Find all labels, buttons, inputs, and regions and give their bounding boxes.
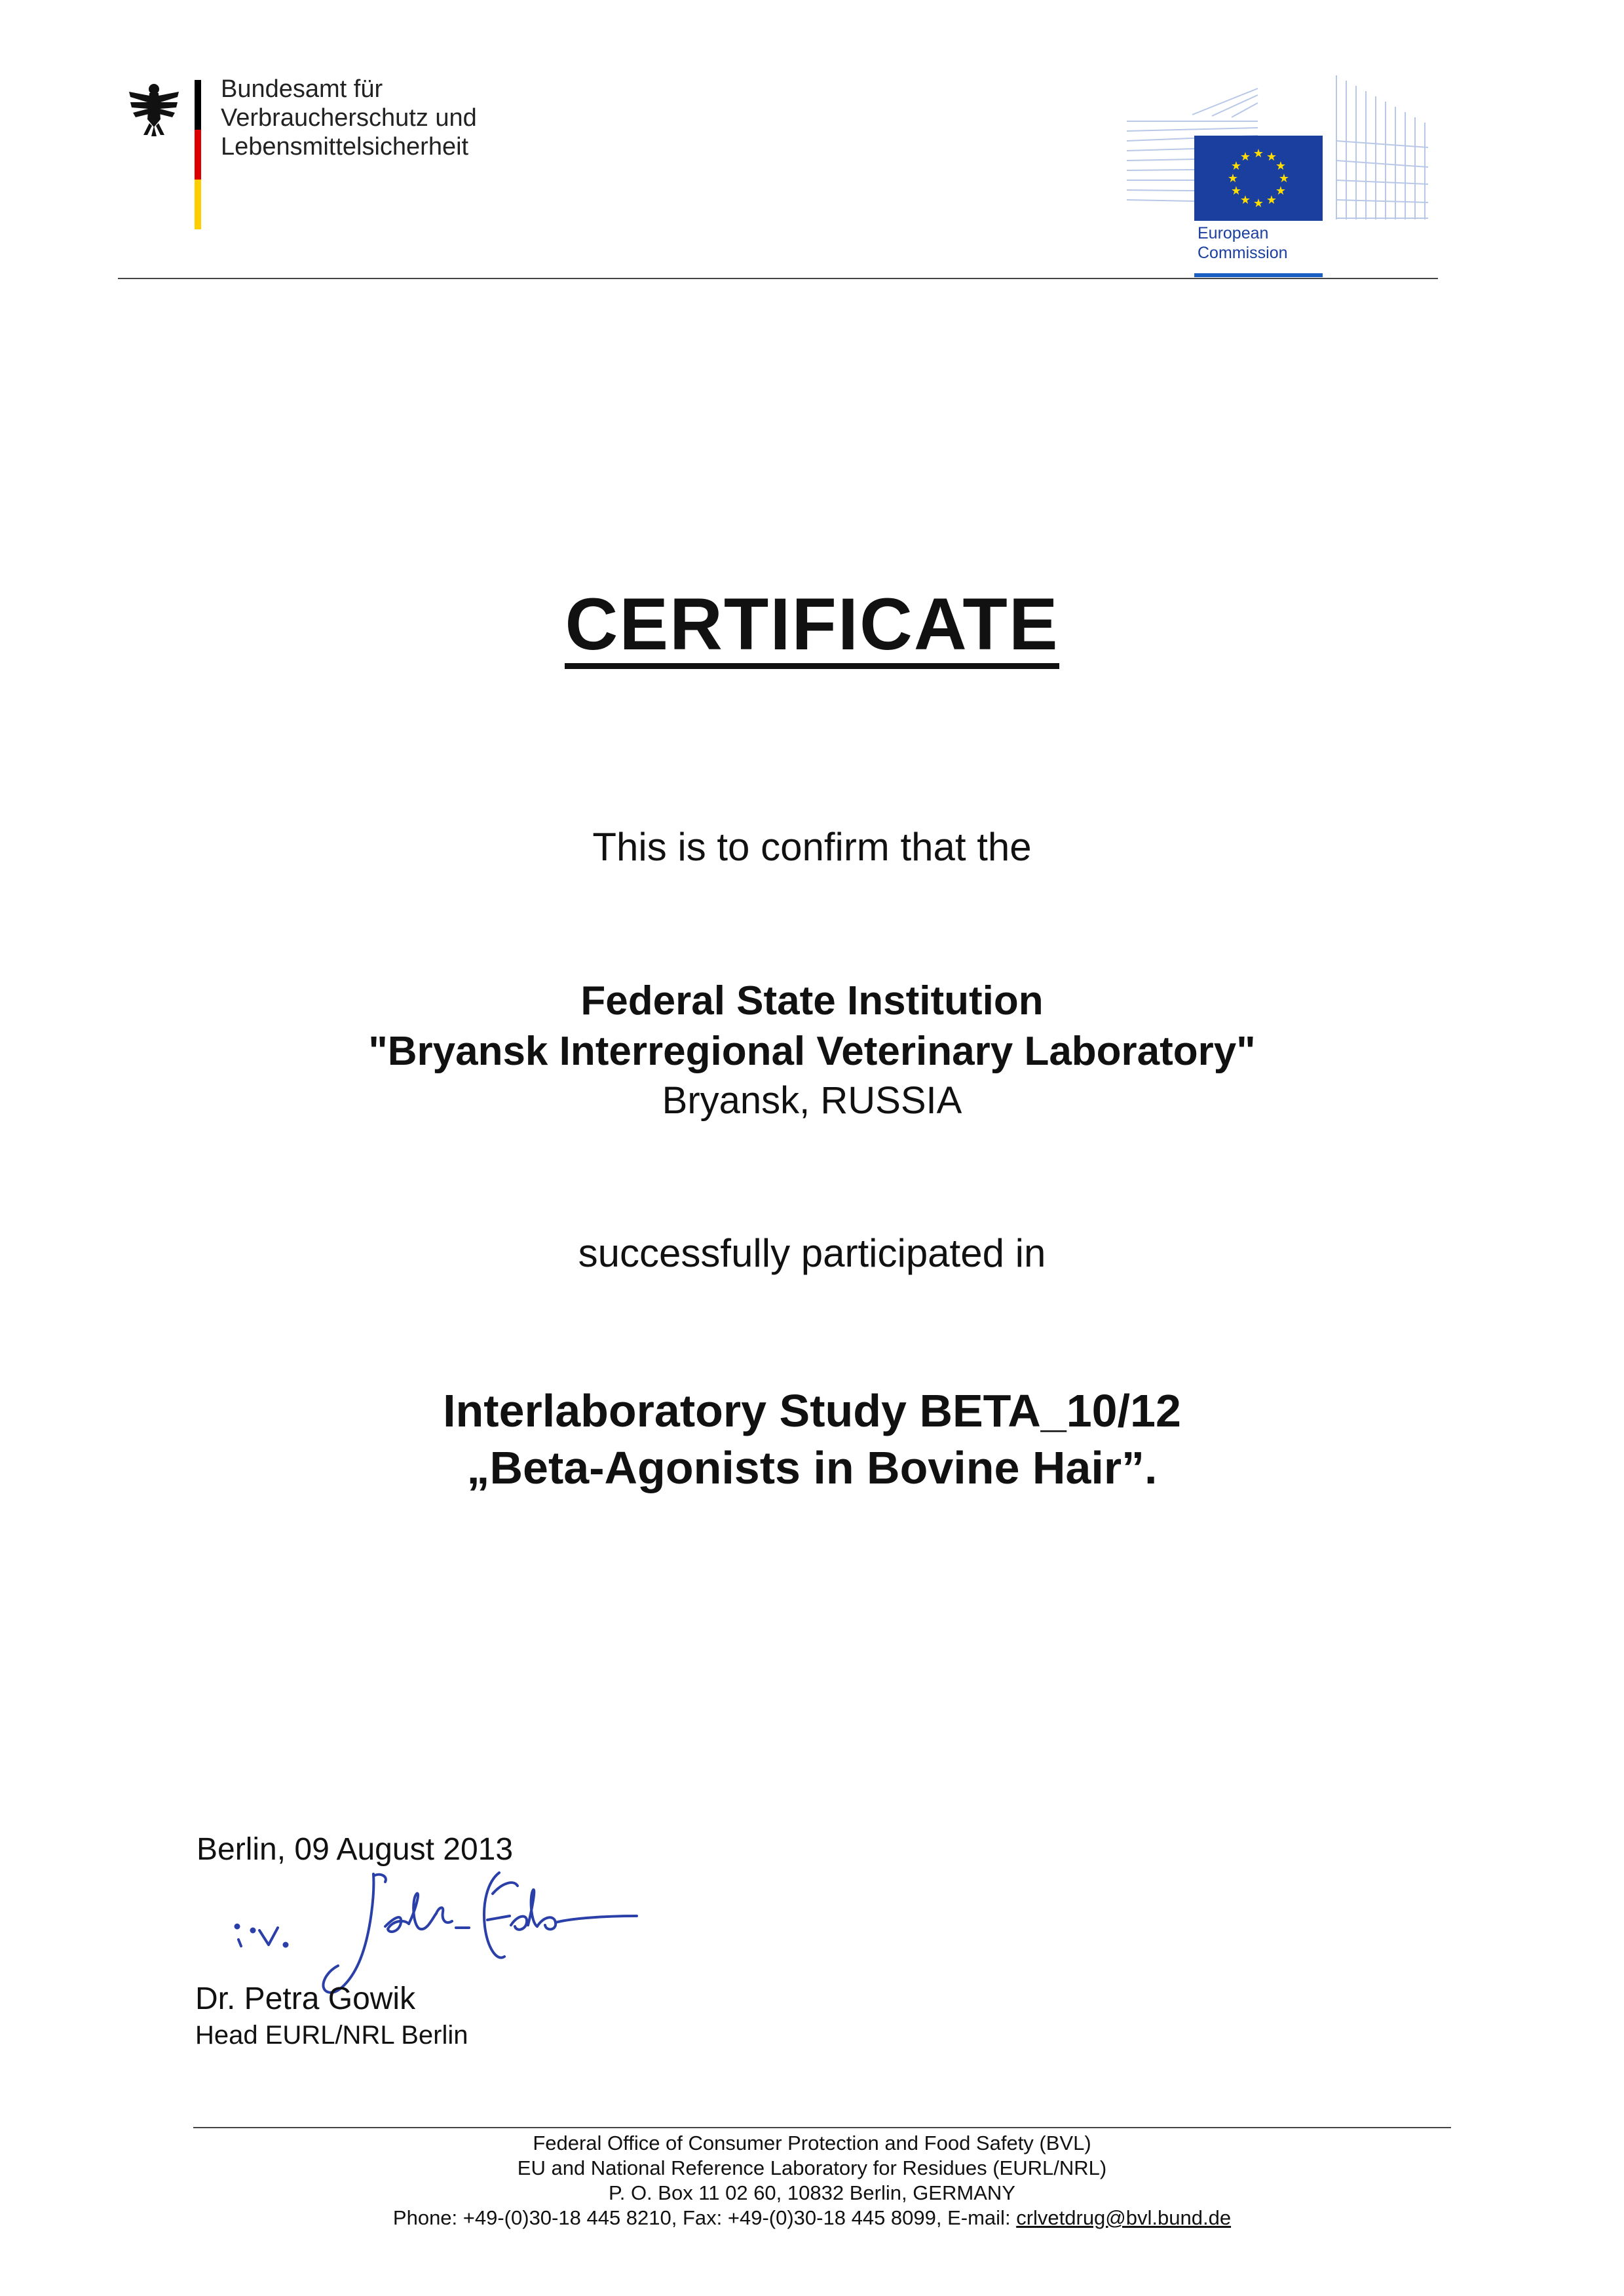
ec-name-line: Commission [1198,244,1288,262]
ec-name [1198,223,1288,263]
svg-text:★: ★ [1227,172,1239,185]
ec-name-line: European [1198,224,1269,242]
svg-text:★: ★ [1278,172,1290,185]
place-date: Berlin, 09 August 2013 [197,1832,514,1867]
study-name: Interlaboratory Study BETA_10/12 [443,1385,1181,1436]
certificate-title-text: CERTIFICATE [565,586,1059,669]
ec-underline [1194,273,1323,277]
svg-text:★: ★ [1266,150,1277,164]
svg-text:★: ★ [1230,159,1242,173]
svg-text:★: ★ [1253,197,1264,210]
bvl-logo [121,72,514,229]
federal-eagle-icon [128,80,180,139]
svg-text:★: ★ [1253,147,1264,161]
footer-org: Federal Office of Consumer Protection and Food Safety (BVL) [533,2132,1091,2154]
footer-divider [193,2127,1451,2128]
signer-name: Dr. Petra Gowik [195,1981,416,2016]
bvl-name [221,75,477,161]
participated-text: successfully participated in [578,1231,1046,1275]
study-topic: „Beta-Agonists in Bovine Hair”. [466,1442,1158,1493]
confirm-text: This is to confirm that the [592,825,1032,869]
institution-city: Bryansk, RUSSIA [662,1079,962,1122]
bvl-name-line: Lebensmittelsicherheit [221,133,469,161]
header-divider [118,278,1438,279]
eu-flag-icon [1194,136,1323,221]
footer-lab: EU and National Reference Laboratory for Residues (EURL/NRL) [517,2156,1107,2179]
svg-text:★: ★ [1275,184,1287,198]
bvl-name-line: Verbraucherschutz und [221,104,477,132]
footer-phone-fax: Phone: +49-(0)30-18 445 8210, Fax: +49-(0)30-18 445 8099, E-mail: [392,2206,1017,2229]
german-flag-bar [195,80,201,229]
footer-address: P. O. Box 11 02 60, 10832 Berlin, GERMANY [609,2181,1015,2204]
svg-text:★: ★ [1239,193,1251,207]
footer-contact [0,2206,1624,2230]
svg-text:★: ★ [1239,150,1251,164]
signer-title: Head EURL/NRL Berlin [195,2021,468,2050]
svg-text:★: ★ [1275,159,1287,173]
certificate-title [0,582,1624,669]
footer-email-link[interactable]: crlvetdrug@bvl.bund.de [1016,2206,1232,2229]
svg-text:★: ★ [1230,184,1242,198]
bvl-name-line: Bundesamt für [221,75,383,103]
european-commission-logo [1127,75,1428,285]
institution-name: Federal State Institution [580,978,1044,1024]
institution-lab: "Bryansk Interregional Veterinary Laboratory" [368,1029,1256,1074]
svg-text:★: ★ [1266,193,1277,207]
